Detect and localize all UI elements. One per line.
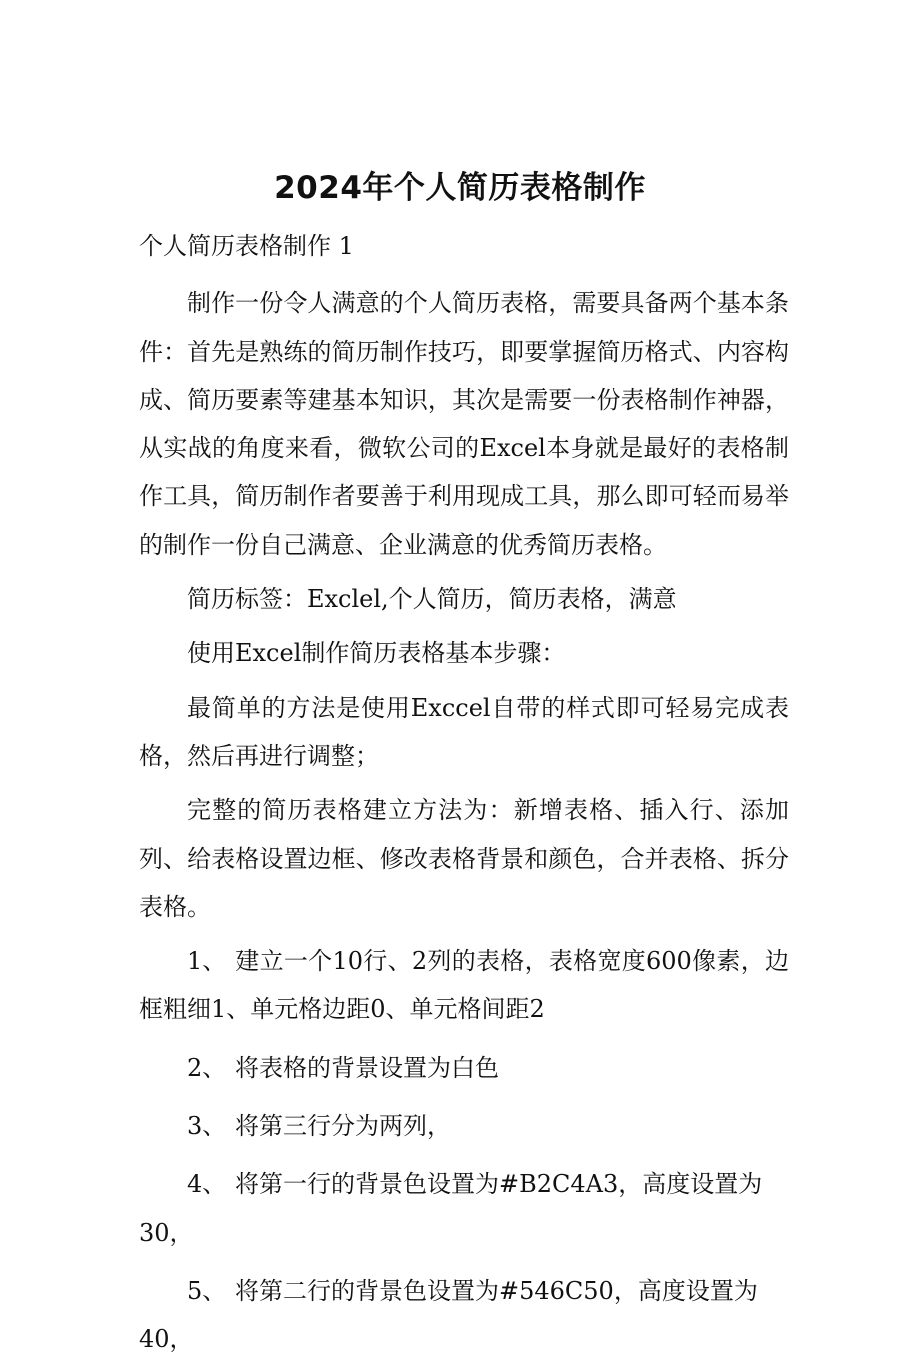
step-text: 将第一行的背景色设置为#B2C4A3，高度设置为30，: [139, 1170, 763, 1247]
step-item: [139, 1102, 789, 1150]
step-number: 1、: [187, 947, 227, 976]
steps-intro-paragraph: 使用Excel制作简历表格基本步骤：: [187, 639, 566, 668]
step-item: [139, 1044, 789, 1092]
complete-method-paragraph: 完整的简历表格建立方法为：新增表格、插入行、添加列、给表格设置边框、修改表格背景和颜色，合并表格、拆分表格。: [139, 796, 789, 921]
simplest-method-paragraph: 最简单的方法是使用Exccel自带的样式即可轻易完成表格，然后再进行调整；: [139, 693, 789, 770]
step-number: 5、: [187, 1276, 227, 1305]
document-title: 2024年个人简历表格制作: [274, 169, 646, 206]
step-item: [139, 937, 789, 1034]
step-item: [139, 1160, 789, 1257]
tags-paragraph: 简历标签：Exclel,个人简历，简历表格，满意: [187, 585, 677, 614]
step-number: 4、: [187, 1170, 227, 1199]
step-text: 建立一个10行、2列的表格，表格宽度600像素，边框粗细1、单元格边距0、单元格间距2: [139, 947, 789, 1024]
step-text: 将表格的背景设置为白色: [235, 1053, 499, 1082]
step-text: 将第三行分为两列，: [235, 1112, 451, 1141]
step-text: 将第二行的背景色设置为#546C50，高度设置为40，: [139, 1276, 758, 1354]
step-number: 3、: [187, 1112, 227, 1141]
step-item: [139, 1267, 789, 1364]
intro-paragraph: 制作一份令人满意的个人简历表格，需要具备两个基本条件：首先是熟练的简历制作技巧，即要掌握简历格式、内容构成、简历要素等建基本知识，其次是需要一份表格制作神器，从实战的角度来看，微软公司的Excel本身就是最好的表格制作工具，简历制作者要善于利用现成工具，那么即可轻而易举的制作一份自己满意、企业满意的优秀简历表格。: [139, 289, 789, 559]
document-body: [139, 222, 789, 1364]
step-number: 2、: [187, 1053, 227, 1082]
section-heading: 个人简历表格制作 1: [139, 232, 354, 260]
